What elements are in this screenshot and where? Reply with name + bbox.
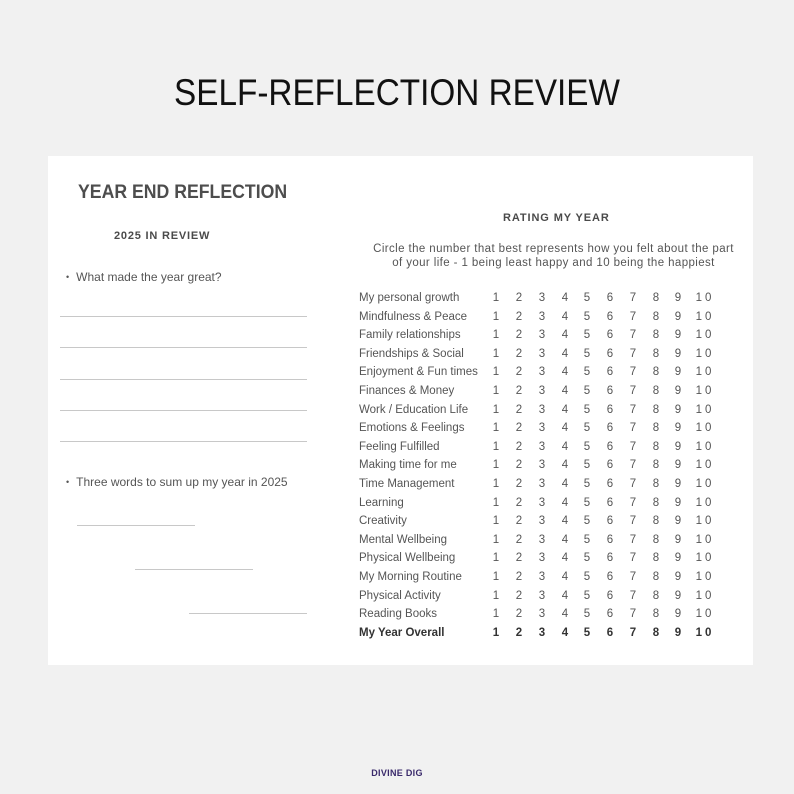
rating-option-5[interactable]: 5 [583, 329, 591, 342]
rating-option-7[interactable]: 7 [629, 292, 637, 304]
rating-option-3[interactable]: 3 [538, 440, 546, 453]
rating-option-1[interactable]: 1 [492, 626, 500, 639]
rating-option-6[interactable]: 6 [606, 310, 614, 323]
rating-option-8[interactable]: 8 [652, 366, 660, 379]
rating-option-7[interactable]: 7 [629, 515, 637, 528]
rating-option-5[interactable]: 5 [583, 403, 591, 416]
rating-option-1[interactable]: 1 [492, 552, 500, 565]
rating-option-8[interactable]: 8 [652, 440, 660, 453]
rating-option-1[interactable]: 1 [492, 533, 500, 546]
rating-option-6[interactable]: 6 [606, 329, 614, 342]
rating-instructions [356, 242, 751, 270]
bullet-icon: • [66, 272, 70, 282]
rating-option-3[interactable]: 3 [538, 515, 546, 528]
rating-option-2[interactable]: 2 [515, 385, 523, 397]
rating-option-7[interactable]: 7 [629, 552, 637, 565]
rating-option-3[interactable]: 3 [538, 292, 546, 304]
rating-option-4[interactable]: 4 [561, 385, 569, 397]
rating-option-9[interactable]: 9 [674, 292, 682, 304]
rating-category-label: Mindfulness & Peace [359, 310, 468, 323]
rating-option-6[interactable]: 6 [606, 459, 614, 472]
rating-option-4[interactable]: 4 [561, 552, 569, 565]
rating-option-6[interactable]: 6 [606, 385, 614, 397]
rating-option-1[interactable]: 1 [492, 496, 500, 509]
rating-option-3[interactable]: 3 [538, 552, 546, 565]
rating-option-1[interactable]: 1 [492, 608, 500, 621]
rating-option-7[interactable]: 7 [629, 626, 637, 639]
rating-row [359, 515, 739, 533]
rating-option-4[interactable]: 4 [561, 608, 569, 621]
rating-option-5[interactable]: 5 [583, 515, 591, 528]
rating-option-10[interactable]: 10 [695, 571, 715, 583]
rating-option-6[interactable]: 6 [606, 292, 614, 304]
rating-option-3[interactable]: 3 [538, 347, 546, 360]
rating-option-10[interactable]: 10 [695, 403, 715, 416]
rating-category-label: Physical Activity [359, 589, 441, 602]
answer-line[interactable] [60, 410, 307, 411]
rating-option-2[interactable]: 2 [515, 403, 523, 416]
rating-option-2[interactable]: 2 [515, 496, 523, 509]
rating-option-4[interactable]: 4 [561, 347, 569, 360]
rating-option-1[interactable]: 1 [492, 403, 500, 416]
rating-option-9[interactable]: 9 [674, 608, 682, 621]
rating-row [359, 422, 739, 440]
prompt-year-great [66, 270, 222, 284]
rating-option-2[interactable]: 2 [515, 422, 523, 435]
rating-option-3[interactable]: 3 [538, 310, 546, 323]
rating-option-9[interactable]: 9 [674, 385, 682, 397]
rating-option-4[interactable]: 4 [561, 496, 569, 509]
rating-option-10[interactable]: 10 [695, 515, 715, 528]
rating-option-8[interactable]: 8 [652, 310, 660, 323]
rating-option-9[interactable]: 9 [674, 310, 682, 323]
rating-category-label: Creativity [359, 515, 407, 528]
rating-option-1[interactable]: 1 [492, 571, 500, 583]
rating-option-3[interactable]: 3 [538, 403, 546, 416]
rating-option-2[interactable]: 2 [515, 626, 523, 639]
rating-option-2[interactable]: 2 [515, 310, 523, 323]
rating-option-4[interactable]: 4 [561, 533, 569, 546]
page-title: SELF-REFLECTION REVIEW [174, 72, 620, 113]
rating-option-10[interactable]: 10 [695, 589, 715, 602]
rating-row [359, 441, 739, 459]
rating-option-6[interactable]: 6 [606, 496, 614, 509]
rating-option-1[interactable]: 1 [492, 422, 500, 435]
rating-option-2[interactable]: 2 [515, 459, 523, 472]
rating-option-8[interactable]: 8 [652, 422, 660, 435]
rating-heading: RATING MY YEAR [503, 212, 610, 224]
rating-category-label: My Morning Routine [359, 571, 462, 583]
word-line-3[interactable] [189, 613, 307, 614]
rating-option-3[interactable]: 3 [538, 589, 546, 602]
worksheet-card [48, 156, 753, 665]
rating-option-9[interactable]: 9 [674, 571, 682, 583]
rating-option-3[interactable]: 3 [538, 329, 546, 342]
rating-category-label: Learning [359, 496, 404, 509]
rating-option-1[interactable]: 1 [492, 310, 500, 323]
rating-option-1[interactable]: 1 [492, 347, 500, 360]
rating-option-6[interactable]: 6 [606, 347, 614, 360]
answer-line[interactable] [60, 316, 307, 317]
rating-option-1[interactable]: 1 [492, 459, 500, 472]
prompt-three-words [66, 475, 288, 489]
rating-option-8[interactable]: 8 [652, 385, 660, 397]
rating-category-label: Emotions & Feelings [359, 422, 465, 435]
rating-category-label: Time Management [359, 478, 455, 490]
rating-option-1[interactable]: 1 [492, 329, 500, 342]
rating-option-10[interactable]: 10 [695, 385, 715, 397]
rating-option-10[interactable]: 10 [695, 608, 715, 621]
rating-row-overall [359, 627, 739, 645]
rating-option-1[interactable]: 1 [492, 366, 500, 379]
rating-option-1[interactable]: 1 [492, 478, 500, 490]
rating-option-7[interactable]: 7 [629, 459, 637, 472]
rating-option-5[interactable]: 5 [583, 608, 591, 621]
rating-option-3[interactable]: 3 [538, 533, 546, 546]
rating-option-9[interactable]: 9 [674, 459, 682, 472]
rating-option-4[interactable]: 4 [561, 366, 569, 379]
rating-option-10[interactable]: 10 [695, 366, 715, 379]
rating-category-label: Making time for me [359, 459, 457, 472]
instruction-line-1: Circle the number that best represents how you felt about the part [373, 243, 734, 255]
rating-option-5[interactable]: 5 [583, 533, 591, 546]
rating-option-2[interactable]: 2 [515, 533, 523, 546]
prompt-year-great-text: What made the year great? [76, 270, 222, 284]
rating-option-7[interactable]: 7 [629, 329, 637, 342]
rating-option-8[interactable]: 8 [652, 552, 660, 565]
rating-option-6[interactable]: 6 [606, 533, 614, 546]
rating-option-7[interactable]: 7 [629, 533, 637, 546]
rating-option-5[interactable]: 5 [583, 626, 591, 639]
rating-option-9[interactable]: 9 [674, 403, 682, 416]
rating-option-3[interactable]: 3 [538, 626, 546, 639]
answer-line[interactable] [60, 379, 307, 380]
rating-row [359, 534, 739, 552]
rating-option-6[interactable]: 6 [606, 589, 614, 602]
rating-option-3[interactable]: 3 [538, 385, 546, 397]
rating-option-3[interactable]: 3 [538, 422, 546, 435]
rating-option-7[interactable]: 7 [629, 385, 637, 397]
rating-option-4[interactable]: 4 [561, 571, 569, 583]
rating-row [359, 608, 739, 626]
rating-row [359, 590, 739, 608]
rating-row [359, 366, 739, 384]
rating-option-5[interactable]: 5 [583, 459, 591, 472]
rating-option-2[interactable]: 2 [515, 478, 523, 490]
rating-option-4[interactable]: 4 [561, 589, 569, 602]
rating-option-6[interactable]: 6 [606, 515, 614, 528]
rating-option-8[interactable]: 8 [652, 403, 660, 416]
rating-option-5[interactable]: 5 [583, 496, 591, 509]
rating-option-4[interactable]: 4 [561, 459, 569, 472]
bullet-icon: • [66, 477, 70, 487]
rating-option-3[interactable]: 3 [538, 478, 546, 490]
rating-option-2[interactable]: 2 [515, 589, 523, 602]
rating-option-2[interactable]: 2 [515, 440, 523, 453]
rating-option-5[interactable]: 5 [583, 347, 591, 360]
rating-option-7[interactable]: 7 [629, 310, 637, 323]
rating-option-9[interactable]: 9 [674, 515, 682, 528]
rating-option-5[interactable]: 5 [583, 310, 591, 323]
rating-option-4[interactable]: 4 [561, 292, 569, 304]
rating-option-8[interactable]: 8 [652, 478, 660, 490]
rating-option-1[interactable]: 1 [492, 589, 500, 602]
answer-line[interactable] [60, 441, 307, 442]
rating-option-4[interactable]: 4 [561, 310, 569, 323]
rating-option-9[interactable]: 9 [674, 329, 682, 342]
rating-row [359, 404, 739, 422]
rating-row [359, 478, 739, 496]
rating-category-label: Feeling Fulfilled [359, 440, 440, 453]
rating-option-7[interactable]: 7 [629, 496, 637, 509]
rating-option-10[interactable]: 10 [695, 310, 715, 323]
overall-label: My Year Overall [359, 626, 445, 639]
rating-option-6[interactable]: 6 [606, 422, 614, 435]
rating-option-10[interactable]: 10 [695, 422, 715, 435]
rating-option-7[interactable]: 7 [629, 347, 637, 360]
rating-option-8[interactable]: 8 [652, 589, 660, 602]
rating-option-7[interactable]: 7 [629, 422, 637, 435]
rating-option-10[interactable]: 10 [695, 347, 715, 360]
rating-option-2[interactable]: 2 [515, 552, 523, 565]
year-in-review-subheading: 2025 IN REVIEW [114, 230, 211, 242]
rating-option-3[interactable]: 3 [538, 459, 546, 472]
rating-option-10[interactable]: 10 [695, 459, 715, 472]
rating-row [359, 329, 739, 347]
rating-category-label: Physical Wellbeing [359, 552, 456, 565]
rating-option-7[interactable]: 7 [629, 440, 637, 453]
answer-line[interactable] [60, 347, 307, 348]
rating-option-9[interactable]: 9 [674, 478, 682, 490]
rating-option-8[interactable]: 8 [652, 515, 660, 528]
rating-option-6[interactable]: 6 [606, 478, 614, 490]
rating-option-8[interactable]: 8 [652, 496, 660, 509]
rating-option-3[interactable]: 3 [538, 496, 546, 509]
rating-option-4[interactable]: 4 [561, 403, 569, 416]
rating-option-2[interactable]: 2 [515, 571, 523, 583]
rating-option-8[interactable]: 8 [652, 533, 660, 546]
rating-option-9[interactable]: 9 [674, 440, 682, 453]
rating-option-9[interactable]: 9 [674, 626, 682, 639]
rating-option-8[interactable]: 8 [652, 608, 660, 621]
rating-option-9[interactable]: 9 [674, 366, 682, 379]
rating-option-10[interactable]: 10 [695, 552, 715, 565]
rating-option-9[interactable]: 9 [674, 589, 682, 602]
rating-option-4[interactable]: 4 [561, 515, 569, 528]
word-line-1[interactable] [77, 525, 195, 526]
rating-option-1[interactable]: 1 [492, 292, 500, 304]
rating-option-6[interactable]: 6 [606, 608, 614, 621]
rating-option-7[interactable]: 7 [629, 403, 637, 416]
rating-row [359, 311, 739, 329]
rating-option-4[interactable]: 4 [561, 626, 569, 639]
rating-option-8[interactable]: 8 [652, 347, 660, 360]
rating-option-2[interactable]: 2 [515, 608, 523, 621]
rating-option-9[interactable]: 9 [674, 347, 682, 360]
rating-option-5[interactable]: 5 [583, 478, 591, 490]
rating-option-3[interactable]: 3 [538, 366, 546, 379]
rating-option-2[interactable]: 2 [515, 292, 523, 304]
rating-option-10[interactable]: 10 [695, 478, 715, 490]
rating-category-label: Mental Wellbeing [359, 533, 448, 546]
year-end-reflection-heading: YEAR END REFLECTION [78, 182, 288, 203]
rating-option-8[interactable]: 8 [652, 571, 660, 583]
rating-option-3[interactable]: 3 [538, 571, 546, 583]
rating-option-10[interactable]: 10 [695, 626, 715, 639]
rating-option-6[interactable]: 6 [606, 571, 614, 583]
rating-option-5[interactable]: 5 [583, 422, 591, 435]
rating-option-1[interactable]: 1 [492, 515, 500, 528]
rating-option-7[interactable]: 7 [629, 589, 637, 602]
word-line-2[interactable] [135, 569, 253, 570]
rating-option-8[interactable]: 8 [652, 459, 660, 472]
rating-option-9[interactable]: 9 [674, 552, 682, 565]
rating-option-6[interactable]: 6 [606, 626, 614, 639]
rating-category-label: Finances & Money [359, 385, 455, 397]
rating-option-10[interactable]: 10 [695, 292, 715, 304]
rating-category-label: Family relationships [359, 329, 461, 342]
rating-option-1[interactable]: 1 [492, 440, 500, 453]
rating-row [359, 497, 739, 515]
rating-option-10[interactable]: 10 [695, 440, 715, 453]
rating-option-7[interactable]: 7 [629, 608, 637, 621]
rating-option-9[interactable]: 9 [674, 533, 682, 546]
rating-option-5[interactable]: 5 [583, 440, 591, 453]
rating-option-5[interactable]: 5 [583, 385, 591, 397]
brand-logo: DIVINE DIG [371, 768, 423, 778]
rating-option-8[interactable]: 8 [652, 329, 660, 342]
rating-option-8[interactable]: 8 [652, 292, 660, 304]
rating-category-label: My personal growth [359, 292, 460, 304]
rating-option-10[interactable]: 10 [695, 496, 715, 509]
rating-option-7[interactable]: 7 [629, 571, 637, 583]
rating-category-label: Work / Education Life [359, 403, 469, 416]
rating-row [359, 459, 739, 477]
rating-option-5[interactable]: 5 [583, 552, 591, 565]
rating-option-7[interactable]: 7 [629, 478, 637, 490]
rating-option-4[interactable]: 4 [561, 478, 569, 490]
rating-row [359, 385, 739, 403]
rating-option-6[interactable]: 6 [606, 366, 614, 379]
rating-option-3[interactable]: 3 [538, 608, 546, 621]
rating-option-9[interactable]: 9 [674, 496, 682, 509]
rating-category-label: Reading Books [359, 608, 437, 621]
instruction-line-2: of your life - 1 being least happy and 10 being the happiest [392, 257, 715, 269]
rating-option-4[interactable]: 4 [561, 422, 569, 435]
rating-option-5[interactable]: 5 [583, 571, 591, 583]
rating-option-7[interactable]: 7 [629, 366, 637, 379]
rating-option-4[interactable]: 4 [561, 329, 569, 342]
rating-option-6[interactable]: 6 [606, 440, 614, 453]
rating-row [359, 348, 739, 366]
rating-option-2[interactable]: 2 [515, 329, 523, 342]
rating-row [359, 292, 739, 310]
rating-option-6[interactable]: 6 [606, 552, 614, 565]
rating-option-1[interactable]: 1 [492, 385, 500, 397]
rating-option-5[interactable]: 5 [583, 292, 591, 304]
rating-option-2[interactable]: 2 [515, 515, 523, 528]
rating-option-8[interactable]: 8 [652, 626, 660, 639]
rating-row [359, 571, 739, 589]
rating-option-5[interactable]: 5 [583, 589, 591, 602]
rating-option-2[interactable]: 2 [515, 366, 523, 379]
rating-row [359, 552, 739, 570]
rating-option-9[interactable]: 9 [674, 422, 682, 435]
rating-option-5[interactable]: 5 [583, 366, 591, 379]
rating-option-2[interactable]: 2 [515, 347, 523, 360]
prompt-three-words-text: Three words to sum up my year in 2025 [76, 475, 288, 489]
rating-category-label: Enjoyment & Fun times [359, 366, 478, 379]
rating-option-10[interactable]: 10 [695, 533, 715, 546]
rating-option-4[interactable]: 4 [561, 440, 569, 453]
rating-category-label: Friendships & Social [359, 347, 464, 360]
rating-option-6[interactable]: 6 [606, 403, 614, 416]
rating-option-10[interactable]: 10 [695, 329, 715, 342]
